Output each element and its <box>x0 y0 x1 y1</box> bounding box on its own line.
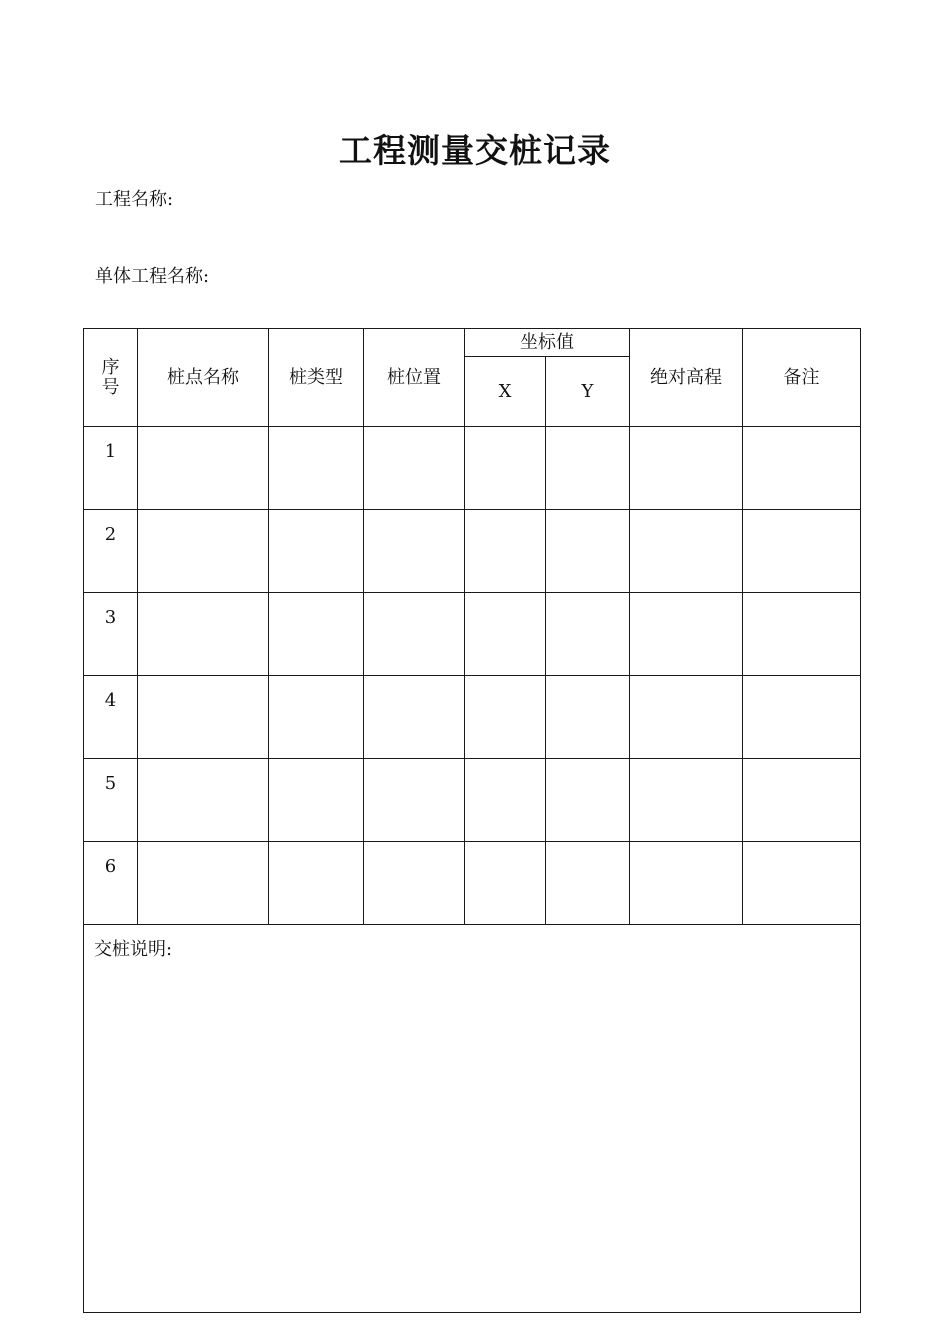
cell-absolute-elevation[interactable] <box>630 842 743 925</box>
cell-stake-name[interactable] <box>138 759 269 842</box>
cell-stake-type[interactable] <box>269 676 364 759</box>
cell-absolute-elevation[interactable] <box>630 510 743 593</box>
table-row <box>84 510 861 593</box>
cell-remarks[interactable] <box>743 427 861 510</box>
cell-absolute-elevation[interactable] <box>630 759 743 842</box>
table-row <box>84 759 861 842</box>
cell-x[interactable] <box>465 427 546 510</box>
header-absolute-elevation: 绝对高程 <box>630 329 743 427</box>
header-remarks: 备注 <box>743 329 861 427</box>
cell-y[interactable] <box>546 676 630 759</box>
cell-remarks[interactable] <box>743 593 861 676</box>
cell-stake-name[interactable] <box>138 676 269 759</box>
row-seq: 1 <box>84 427 138 510</box>
cell-remarks[interactable] <box>743 759 861 842</box>
cell-stake-name[interactable] <box>138 593 269 676</box>
unit-project-name-label: 单体工程名称: <box>95 266 210 287</box>
table-row <box>84 842 861 925</box>
cell-stake-position[interactable] <box>364 842 465 925</box>
row-seq: 5 <box>84 759 138 842</box>
project-name-label: 工程名称: <box>95 189 174 210</box>
cell-stake-position[interactable] <box>364 593 465 676</box>
cell-remarks[interactable] <box>743 842 861 925</box>
header-stake-type: 桩类型 <box>269 329 364 427</box>
table-row <box>84 427 861 510</box>
cell-y[interactable] <box>546 593 630 676</box>
cell-x[interactable] <box>465 842 546 925</box>
cell-x[interactable] <box>465 676 546 759</box>
stake-handover-table <box>83 328 861 1313</box>
header-x: X <box>465 357 546 427</box>
table-row <box>84 593 861 676</box>
cell-stake-name[interactable] <box>138 427 269 510</box>
row-seq: 6 <box>84 842 138 925</box>
cell-absolute-elevation[interactable] <box>630 427 743 510</box>
header-coordinates: 坐标值 <box>465 329 630 357</box>
cell-x[interactable] <box>465 759 546 842</box>
cell-y[interactable] <box>546 427 630 510</box>
cell-stake-position[interactable] <box>364 676 465 759</box>
handover-notes-area[interactable] <box>84 925 861 1313</box>
cell-y[interactable] <box>546 510 630 593</box>
header-seq-char1: 序 <box>101 356 120 378</box>
cell-stake-type[interactable] <box>269 510 364 593</box>
cell-x[interactable] <box>465 510 546 593</box>
cell-absolute-elevation[interactable] <box>630 593 743 676</box>
handover-notes-row <box>84 925 861 1313</box>
cell-stake-name[interactable] <box>138 510 269 593</box>
header-seq-char2: 号 <box>101 376 120 398</box>
cell-stake-type[interactable] <box>269 427 364 510</box>
header-seq <box>84 329 138 427</box>
row-seq: 2 <box>84 510 138 593</box>
cell-stake-position[interactable] <box>364 510 465 593</box>
cell-stake-type[interactable] <box>269 593 364 676</box>
cell-y[interactable] <box>546 842 630 925</box>
cell-y[interactable] <box>546 759 630 842</box>
row-seq: 4 <box>84 676 138 759</box>
header-stake-name: 桩点名称 <box>138 329 269 427</box>
handover-notes-label: 交桩说明: <box>94 939 173 960</box>
cell-stake-type[interactable] <box>269 842 364 925</box>
cell-stake-position[interactable] <box>364 427 465 510</box>
header-row-top <box>84 329 861 357</box>
cell-x[interactable] <box>465 593 546 676</box>
cell-absolute-elevation[interactable] <box>630 676 743 759</box>
header-stake-position: 桩位置 <box>364 329 465 427</box>
cell-stake-type[interactable] <box>269 759 364 842</box>
cell-stake-name[interactable] <box>138 842 269 925</box>
cell-stake-position[interactable] <box>364 759 465 842</box>
header-y: Y <box>546 357 630 427</box>
cell-remarks[interactable] <box>743 676 861 759</box>
cell-remarks[interactable] <box>743 510 861 593</box>
row-seq: 3 <box>84 593 138 676</box>
document-title: 工程测量交桩记录 <box>339 131 611 170</box>
table-row <box>84 676 861 759</box>
